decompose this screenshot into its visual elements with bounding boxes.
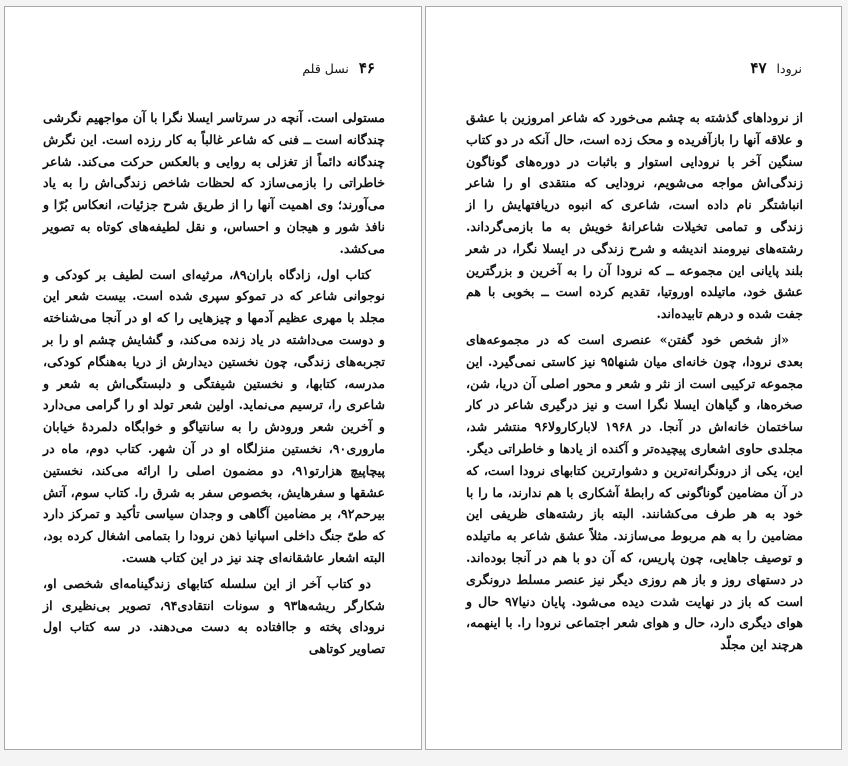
page-number: ۴۶ (358, 59, 375, 77)
paragraph: مستولی است. آنچه در سرتاسر ایسلا نگرا با آن مواجهیم نگرشی چندگانه است ــ فنی که شاعر غالباً به کار رزده است. این نگرش چندگانه دائماً از تغزلی به روایی و بالعکس حرکت می‌کند. شاعر خاطراتی را بازمی‌سازد که لحظات شاخص زندگی‌اش را به یاد می‌آورند؛ وی اهمیت آنها را از طریق شرح جزئیات، انعکاس بُرّا و نافذ شور و هیجان و احساس، و نقل لطیفه‌های کوتاه به تصویر می‌کشد. (43, 110, 385, 256)
paragraph: دو کتاب آخر از این سلسله کتابهای زندگینامه‌ای شخصی او، شکارگر ریشه‌ها۹۳ و سونات انتقادی۹۴، تصویر بی‌نظیری از نرودای پخته و جاافتاده به دست می‌دهند. در سه کتاب اول تصاویر کوتاهی (43, 575, 385, 657)
paragraph: «از شخص خود گفتن» عنصری است که در مجموعه‌های بعدی نرودا، چون خانه‌ای میان شنها۹۵ نیز کاستی نمی‌گیرد. این مجموعه ترکیبی است از نثر و شعر و محور اصلی آن دریا، شن، صخره‌ها، و گیاهان ایسلا نگرا است و نیز درگیری شاعر در کار ساختمان خانه‌اش در آنجا. در ۱۹۶۸ لاباركارولا۹۶ منتشر شد، مجلدی حاوی اشعاری پیچیده‌تر و آکنده از یادها و خاطراتی دیگر. این، یکی از درونگرانه‌ترین و دشوارترین کتابهای نرودا است، که در آن مضامین گوناگونی که رابطهٔ آشکاری با هم ندارند، ما را با خود به هر طرف می‌کشانند. البته باز رشته‌های ظریفی این مضامین را به هم مربوط می‌سازند. مثلاً عشق شاعر به ماتیلده و توصیف جاهایی، چون پاریس، که آن دو با هم در آنجا بوده‌اند. در دستهای روز و باز هم روزی دیگر نیز عنصر مسلط درونگری است که باز در نهایت شدت دیده می‌شود. پایان دنیا۹۷ حال و هوای دیگری دارد، حال و هوای شعر اجتماعی نرودا را. با اینهمه، هرچند این مجلّد (466, 331, 804, 653)
page-number: ۴۷ (750, 59, 767, 77)
paragraph: از نروداهای گذشته به چشم می‌خورد که شاعر امروزین با عشق و علاقه آنها را بازآفریده و محک زده است، حال آنکه در دو کتاب سنگین آخر با نرودایی استوار و باثبات در دوره‌های گوناگون زندگی‌اش مواجه می‌شویم، نرودایی که منتقدی او را شاعر انباشتگر نام داده است، شاعری که انبوه دریافتهایش را از زندگی و تمامی تخیلات شاعرانهٔ خویش به ما بازمی‌گرداند. رشته‌های نیرومند اندیشه و شرح زندگی در ایسلا نگرا، در شعر بلند پایانی این مجموعه ــ که نرودا آن را به آخرین و بزرگترین عشق خود، ماتیلده اوروتیا، تقدیم کرده است ــ بخوبی با هم جفت شده و درهم تابیده‌اند. (466, 110, 803, 322)
left-page-body (43, 107, 385, 660)
left-page (4, 6, 422, 750)
right-page-body (466, 107, 803, 656)
running-head: نرودا (776, 61, 802, 76)
left-page-header (5, 59, 375, 77)
running-head: نسل قلم (302, 61, 349, 76)
right-page (425, 6, 842, 750)
right-page-header (462, 59, 802, 77)
paragraph: کتاب اول، زادگاه باران۸۹، مرثیه‌ای است لطیف بر کودکی و نوجوانی شاعر که در تموکو سپری شده است. بیست شعر این مجلد با مهری عظیم آدمها و چیزهایی را که او در آنجا می‌شناخته و دوست می‌داشته در یاد زنده می‌کند، و گشایش چشم او را بر تجربه‌های زندگی، چون نخستین دیدارش از دریا به‌هنگام کودکی، مدرسه، کتابها، و نخستین شیفتگی و دلبستگی‌اش به شعر و شاعری را، ترسیم می‌نماید. اولین شعر تولد او را گرامی می‌دارد و آخرین شعر ورودش را به سانتیاگو و خوابگاه دلمردهٔ خیابان ماروری۹۰، نخستین منزلگاه او در آن شهر. کتاب دوم، ماه در پیچاپیچ هزارتو۹۱، دو مضمون اصلی را ارائه می‌کند، نخستین عشقها و سفرهایش، بخصوص سفر به شرق را. کتاب سوم، آتش بیرحم۹۲، بر مضامین آگاهی و وجدان سیاسی تأکید و تمرکز دارد که طیّ جنگ داخلی اسپانیا ذهن نرودا را بتمامی اشغال کرده بود، البته اشعار عاشقانه‌ای چند نیز در این کتاب هست. (43, 266, 385, 565)
